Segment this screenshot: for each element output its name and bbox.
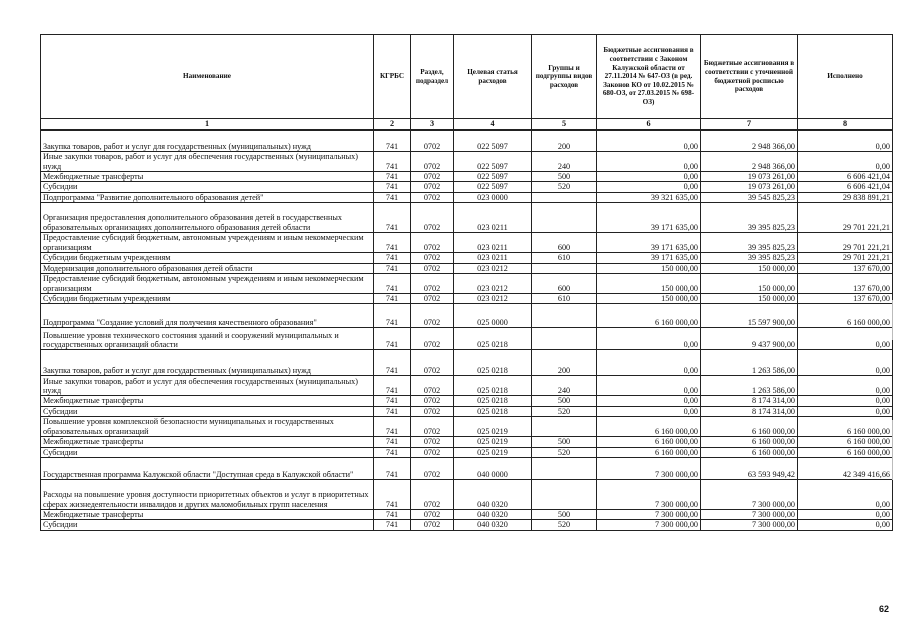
row-target-article: 040 0320 [454,520,532,530]
table-row [41,233,893,253]
row-expense-group: 610 [532,294,597,304]
table-row [41,458,893,480]
row-budget-refined: 39 395 825,23 [701,233,798,253]
row-executed: 29 701 221,21 [798,203,893,233]
row-executed: 137 670,00 [798,274,893,294]
row-budget-refined: 2 948 366,00 [701,130,798,152]
table-row [41,328,893,350]
row-target-article: 025 0218 [454,406,532,416]
row-executed: 29 701 221,21 [798,233,893,253]
row-target-article: 025 0218 [454,396,532,406]
row-expense-group: 240 [532,376,597,396]
row-expense-group [532,203,597,233]
row-budget-refined: 150 000,00 [701,294,798,304]
row-name: Подпрограмма "Развитие дополнительного образования детей" [41,192,374,202]
row-kgrbs: 741 [374,480,411,510]
row-name: Субсидии [41,182,374,192]
row-expense-group: 200 [532,130,597,152]
row-budget-law: 0,00 [597,152,701,172]
row-razdel: 0702 [411,458,454,480]
row-executed: 137 670,00 [798,263,893,273]
row-executed: 29 838 891,21 [798,192,893,202]
row-target-article: 022 5097 [454,182,532,192]
table-row [41,274,893,294]
row-kgrbs: 741 [374,274,411,294]
row-name: Иные закупки товаров, работ и услуг для обеспечения государственных (муниципальных) нужд [41,376,374,396]
row-budget-law: 0,00 [597,406,701,416]
table-row [41,406,893,416]
row-razdel: 0702 [411,253,454,263]
column-number: 3 [411,119,454,130]
row-target-article: 040 0000 [454,458,532,480]
row-budget-law: 39 171 635,00 [597,203,701,233]
row-expense-group [532,458,597,480]
row-name: Субсидии [41,406,374,416]
row-expense-group: 500 [532,510,597,520]
scan-edge-mark [892,300,893,340]
row-name: Субсидии бюджетным учреждениям [41,294,374,304]
row-budget-refined: 19 073 261,00 [701,182,798,192]
row-executed: 137 670,00 [798,294,893,304]
row-executed: 6 160 000,00 [798,417,893,437]
row-razdel: 0702 [411,350,454,376]
row-kgrbs: 741 [374,417,411,437]
column-number: 5 [532,119,597,130]
row-razdel: 0702 [411,203,454,233]
column-number: 7 [701,119,798,130]
row-target-article: 022 5097 [454,152,532,172]
table-row [41,253,893,263]
table-row [41,350,893,376]
row-budget-law: 0,00 [597,172,701,182]
row-razdel: 0702 [411,510,454,520]
row-kgrbs: 741 [374,406,411,416]
table-body [41,130,893,531]
row-budget-refined: 2 948 366,00 [701,152,798,172]
row-name: Субсидии [41,520,374,530]
row-kgrbs: 741 [374,437,411,447]
row-budget-refined: 7 300 000,00 [701,520,798,530]
column-number: 1 [41,119,374,130]
table-row [41,203,893,233]
row-executed: 0,00 [798,520,893,530]
row-name: Субсидии [41,447,374,457]
row-expense-group [532,417,597,437]
header-row [41,35,893,119]
row-budget-law: 7 300 000,00 [597,520,701,530]
row-budget-refined: 15 597 900,00 [701,304,798,328]
row-executed: 6 606 421,04 [798,172,893,182]
row-kgrbs: 741 [374,510,411,520]
row-razdel: 0702 [411,182,454,192]
row-expense-group [532,304,597,328]
row-executed: 0,00 [798,510,893,520]
row-name: Расходы на повышение уровня доступности приоритетных объектов и услуг в приоритетных сферах жизнедеятельности инвалидов и других маломобильных групп населения [41,480,374,510]
row-budget-law: 0,00 [597,328,701,350]
row-kgrbs: 741 [374,152,411,172]
row-name: Повышение уровня комплексной безопасности муниципальных и государственных образовательных организаций [41,417,374,437]
row-kgrbs: 741 [374,182,411,192]
row-name: Организация предоставления дополнительного образования детей в государственных образовательных организациях дополнительного образования детей области [41,203,374,233]
row-expense-group [532,263,597,273]
row-razdel: 0702 [411,376,454,396]
row-kgrbs: 741 [374,192,411,202]
row-budget-refined: 39 395 825,23 [701,253,798,263]
row-expense-group: 500 [532,172,597,182]
row-target-article: 023 0212 [454,263,532,273]
row-budget-law: 39 171 635,00 [597,253,701,263]
row-budget-law: 150 000,00 [597,294,701,304]
row-target-article: 025 0000 [454,304,532,328]
row-razdel: 0702 [411,233,454,253]
row-budget-refined: 7 300 000,00 [701,510,798,520]
column-number: 6 [597,119,701,130]
table-row [41,304,893,328]
header-budget-law: Бюджетные ассигнования в соответствии с Законом Калужской области от 27.11.2014 № 647-ОЗ (в ред. Законов КО от 10.02.2015 № 680-ОЗ, от 27.03.2015 № 698-ОЗ) [597,35,701,119]
row-name: Государственная программа Калужской области "Доступная среда в Калужской области" [41,458,374,480]
row-razdel: 0702 [411,520,454,530]
row-target-article: 022 5097 [454,130,532,152]
row-name: Модернизация дополнительного образования детей области [41,263,374,273]
row-target-article: 025 0219 [454,437,532,447]
row-razdel: 0702 [411,396,454,406]
row-executed: 0,00 [798,406,893,416]
row-budget-law: 150 000,00 [597,263,701,273]
header-razdel: Раздел, подраздел [411,35,454,119]
table-row [41,152,893,172]
row-expense-group: 610 [532,253,597,263]
row-executed: 0,00 [798,376,893,396]
row-razdel: 0702 [411,480,454,510]
row-target-article: 025 0218 [454,376,532,396]
row-kgrbs: 741 [374,253,411,263]
row-kgrbs: 741 [374,203,411,233]
scan-edge-mark [892,420,893,480]
row-expense-group: 520 [532,520,597,530]
row-executed: 0,00 [798,350,893,376]
row-budget-law: 39 321 635,00 [597,192,701,202]
row-kgrbs: 741 [374,304,411,328]
column-number: 8 [798,119,893,130]
row-target-article: 023 0211 [454,233,532,253]
row-kgrbs: 741 [374,458,411,480]
row-target-article: 040 0320 [454,510,532,520]
row-kgrbs: 741 [374,447,411,457]
row-expense-group: 600 [532,274,597,294]
row-name: Предоставление субсидий бюджетным, автономным учреждениям и иным некоммерческим организациям [41,233,374,253]
row-budget-law: 39 171 635,00 [597,233,701,253]
table-row [41,480,893,510]
row-budget-law: 6 160 000,00 [597,417,701,437]
row-executed: 6 160 000,00 [798,304,893,328]
row-razdel: 0702 [411,437,454,447]
row-budget-refined: 8 174 314,00 [701,406,798,416]
row-name: Повышение уровня технического состояния зданий и сооружений муниципальных и государственных организаций области [41,328,374,350]
row-expense-group: 520 [532,182,597,192]
row-target-article: 025 0219 [454,417,532,437]
table-row [41,182,893,192]
row-razdel: 0702 [411,328,454,350]
row-executed: 0,00 [798,130,893,152]
row-executed: 6 160 000,00 [798,437,893,447]
header-target-article: Целевая статья расходов [454,35,532,119]
row-kgrbs: 741 [374,294,411,304]
budget-table [40,34,893,531]
row-expense-group: 500 [532,437,597,447]
row-kgrbs: 741 [374,376,411,396]
table-row [41,447,893,457]
row-name: Межбюджетные трансферты [41,437,374,447]
table-row [41,130,893,152]
row-expense-group [532,480,597,510]
row-budget-law: 6 160 000,00 [597,304,701,328]
row-expense-group: 520 [532,447,597,457]
row-razdel: 0702 [411,172,454,182]
row-budget-refined: 63 593 949,42 [701,458,798,480]
row-budget-refined: 6 160 000,00 [701,417,798,437]
row-kgrbs: 741 [374,328,411,350]
row-razdel: 0702 [411,406,454,416]
row-budget-refined: 8 174 314,00 [701,396,798,406]
row-name: Межбюджетные трансферты [41,396,374,406]
row-target-article: 023 0212 [454,294,532,304]
row-target-article: 025 0218 [454,328,532,350]
header-name: Наименование [41,35,374,119]
row-name: Предоставление субсидий бюджетным, автономным учреждениям и иным некоммерческим организациям [41,274,374,294]
row-executed: 0,00 [798,480,893,510]
table-row [41,396,893,406]
row-kgrbs: 741 [374,130,411,152]
row-name: Межбюджетные трансферты [41,172,374,182]
row-target-article: 023 0211 [454,203,532,233]
table-row [41,192,893,202]
row-expense-group [532,328,597,350]
row-budget-refined: 1 263 586,00 [701,350,798,376]
row-executed: 0,00 [798,152,893,172]
row-executed: 29 701 221,21 [798,253,893,263]
row-budget-law: 6 160 000,00 [597,437,701,447]
row-razdel: 0702 [411,152,454,172]
row-target-article: 025 0218 [454,350,532,376]
row-kgrbs: 741 [374,263,411,273]
row-kgrbs: 741 [374,350,411,376]
row-name: Субсидии бюджетным учреждениям [41,253,374,263]
row-razdel: 0702 [411,130,454,152]
row-budget-refined: 150 000,00 [701,263,798,273]
row-budget-refined: 6 160 000,00 [701,447,798,457]
row-executed: 0,00 [798,328,893,350]
page-number: 62 [878,604,889,614]
row-budget-law: 0,00 [597,182,701,192]
column-number: 2 [374,119,411,130]
table-row [41,437,893,447]
row-budget-law: 7 300 000,00 [597,458,701,480]
row-kgrbs: 741 [374,520,411,530]
row-budget-law: 150 000,00 [597,274,701,294]
row-expense-group: 500 [532,396,597,406]
row-kgrbs: 741 [374,396,411,406]
row-budget-law: 0,00 [597,350,701,376]
row-executed: 0,00 [798,396,893,406]
row-budget-refined: 6 160 000,00 [701,437,798,447]
table-row [41,417,893,437]
row-target-article: 025 0219 [454,447,532,457]
row-executed: 42 349 416,66 [798,458,893,480]
row-name: Подпрограмма "Создание условий для получения качественного образования" [41,304,374,328]
header-expense-group: Группы и подгруппы видов расходов [532,35,597,119]
header-executed: Исполнено [798,35,893,119]
row-target-article: 023 0211 [454,253,532,263]
row-target-article: 040 0320 [454,480,532,510]
row-budget-refined: 9 437 900,00 [701,328,798,350]
row-budget-law: 7 300 000,00 [597,480,701,510]
row-budget-law: 0,00 [597,130,701,152]
table-row [41,263,893,273]
row-budget-refined: 7 300 000,00 [701,480,798,510]
row-name: Межбюджетные трансферты [41,510,374,520]
header-budget-refined: Бюджетные ассигнования в соответствии с уточненной бюджетной росписью расходов [701,35,798,119]
row-budget-refined: 1 263 586,00 [701,376,798,396]
header-kgrbs: КГРБС [374,35,411,119]
row-razdel: 0702 [411,192,454,202]
column-number: 4 [454,119,532,130]
row-razdel: 0702 [411,447,454,457]
row-budget-refined: 19 073 261,00 [701,172,798,182]
row-kgrbs: 741 [374,233,411,253]
table-row [41,294,893,304]
row-expense-group: 520 [532,406,597,416]
row-name: Закупка товаров, работ и услуг для государственных (муниципальных) нужд [41,350,374,376]
row-budget-refined: 39 395 825,23 [701,203,798,233]
table-row [41,172,893,182]
row-budget-law: 0,00 [597,376,701,396]
row-expense-group: 200 [532,350,597,376]
table-row [41,510,893,520]
row-target-article: 022 5097 [454,172,532,182]
column-number-row [41,119,893,130]
row-expense-group [532,192,597,202]
row-name: Иные закупки товаров, работ и услуг для обеспечения государственных (муниципальных) нужд [41,152,374,172]
row-kgrbs: 741 [374,172,411,182]
row-budget-refined: 39 545 825,23 [701,192,798,202]
row-razdel: 0702 [411,274,454,294]
row-executed: 6 160 000,00 [798,447,893,457]
row-razdel: 0702 [411,417,454,437]
row-razdel: 0702 [411,263,454,273]
row-budget-law: 7 300 000,00 [597,510,701,520]
row-budget-law: 0,00 [597,396,701,406]
row-razdel: 0702 [411,294,454,304]
row-razdel: 0702 [411,304,454,328]
row-executed: 6 606 421,04 [798,182,893,192]
row-expense-group: 600 [532,233,597,253]
row-budget-refined: 150 000,00 [701,274,798,294]
table-row [41,376,893,396]
table-row [41,520,893,530]
row-name: Закупка товаров, работ и услуг для государственных (муниципальных) нужд [41,130,374,152]
row-expense-group: 240 [532,152,597,172]
row-target-article: 023 0000 [454,192,532,202]
row-target-article: 023 0212 [454,274,532,294]
row-budget-law: 6 160 000,00 [597,447,701,457]
